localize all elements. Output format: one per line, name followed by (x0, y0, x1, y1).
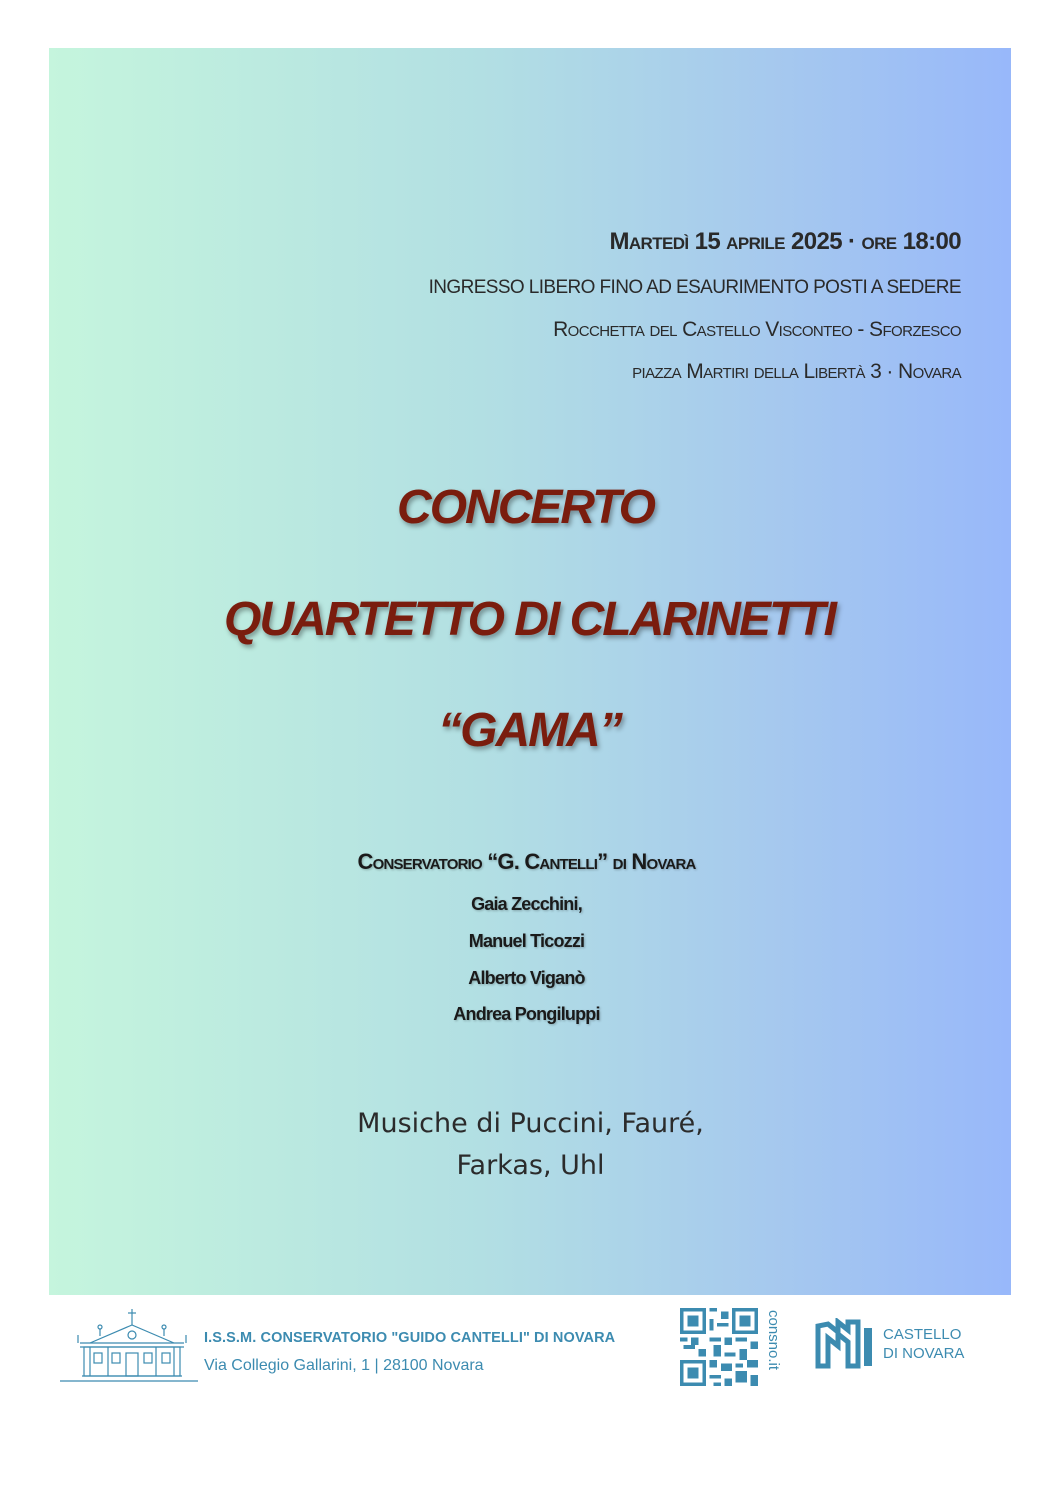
program-line: Farkas, Uhl (456, 1150, 605, 1181)
event-venue: Rocchetta del Castello Visconteo - Sforzesco (553, 318, 961, 341)
event-address: piazza Martiri della Libertà 3 · Novara (632, 360, 961, 383)
conservatory-name: I.S.S.M. CONSERVATORIO "GUIDO CANTELLI" DI NOVARA (204, 1330, 616, 1346)
qr-code-icon (680, 1308, 758, 1386)
performer-name: Andrea Pongiluppi (453, 1004, 600, 1024)
performer-name: Manuel Ticozzi (468, 931, 585, 951)
performer-name: Gaia Zecchini, (471, 894, 582, 914)
event-entry-note: INGRESSO LIBERO FINO AD ESAURIMENTO POSTI A SEDERE (428, 277, 961, 298)
castello-name (883, 1325, 964, 1363)
event-date-time: Martedì 15 aprile 2025 · ore 18:00 (609, 228, 961, 255)
title-ensemble-type: QUARTETTO DI CLARINETTI (224, 593, 835, 646)
program-line: Musiche di Puccini, Fauré, (357, 1108, 704, 1139)
castello-name-line1: CASTELLO (883, 1326, 962, 1343)
title-concert: CONCERTO (397, 481, 654, 534)
conservatory-address: Via Collegio Gallarini, 1 | 28100 Novara (204, 1357, 484, 1374)
performer-name: Alberto Viganò (468, 968, 585, 988)
performers-institution: Conservatorio “G. Cantelli” di Novara (357, 849, 696, 874)
conservatory-building-logo (60, 1303, 198, 1383)
title-ensemble-name: “GAMA” (438, 704, 621, 757)
website-link[interactable]: consno.it (765, 1310, 782, 1371)
castello-logo-icon (814, 1318, 876, 1370)
castello-name-line2: DI NOVARA (883, 1345, 965, 1362)
